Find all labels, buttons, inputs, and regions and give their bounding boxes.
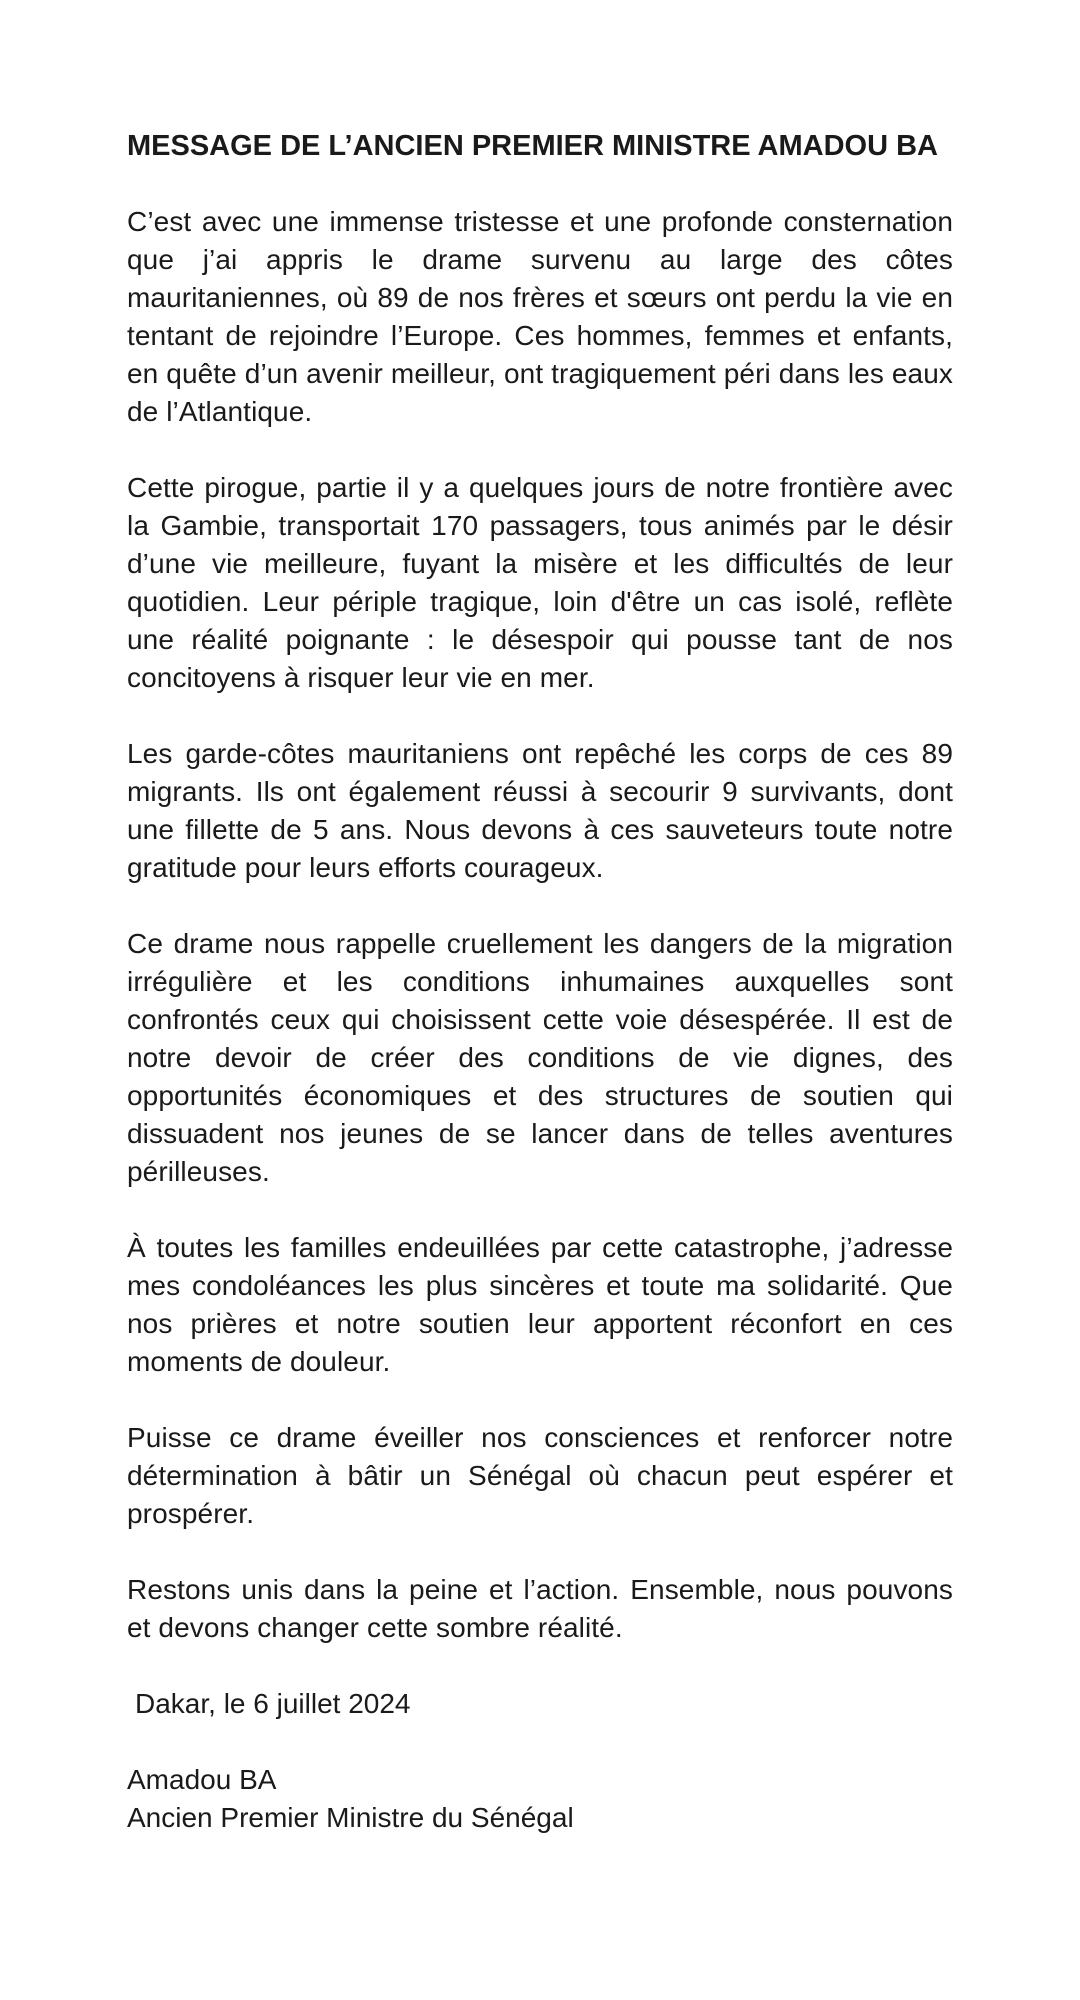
paragraph-3: Les garde-côtes mauritaniens ont repêché les corps de ces 89 migrants. Ils ont également réussi à secourir 9 survivants, dont une fillette de 5 ans. Nous devons à ces sauveteurs toute notre gratitude pour leurs efforts courageux. [127, 738, 953, 883]
signature-name: Amadou BA [127, 1764, 277, 1795]
paragraph-2: Cette pirogue, partie il y a quelques jours de notre frontière avec la Gambie, transportait 170 passagers, tous animés par le désir d’une vie meilleure, fuyant la misère et les difficultés de leur quotidien. Leur périple tragique, loin d'être un cas isolé, reflète une réalité poignante : le désespoir qui pousse tant de nos concitoyens à risquer leur vie en mer. [127, 472, 953, 693]
paragraph-6: Puisse ce drame éveiller nos consciences et renforcer notre détermination à bâtir un Sénégal où chacun peut espérer et prospérer. [127, 1422, 953, 1529]
signature-block [127, 1761, 953, 1837]
paragraph-5: À toutes les familles endeuillées par cette catastrophe, j’adresse mes condoléances les plus sincères et toute ma solidarité. Que nos prières et notre soutien leur apportent réconfort en ces moments de douleur. [127, 1232, 953, 1377]
paragraph-4: Ce drame nous rappelle cruellement les dangers de la migration irrégulière et les conditions inhumaines auxquelles sont confrontés ceux qui choisissent cette voie désespérée. Il est de notre devoir de créer des conditions de vie dignes, des opportunités économiques et des structures de soutien qui dissuadent nos jeunes de se lancer dans de telles aventures périlleuses. [127, 928, 953, 1187]
document-page [127, 127, 953, 1837]
paragraph-1: C’est avec une immense tristesse et une profonde consternation que j’ai appris le drame survenu au large des côtes mauritaniennes, où 89 de nos frères et sœurs ont perdu la vie en tentant de rejoindre l’Europe. Ces hommes, femmes et enfants, en quête d’un avenir meilleur, ont tragiquement péri dans les eaux de l’Atlantique. [127, 206, 953, 427]
signature-title: Ancien Premier Ministre du Sénégal [127, 1802, 574, 1833]
paragraph-7: Restons unis dans la peine et l’action. Ensemble, nous pouvons et devons changer cette sombre réalité. [127, 1574, 953, 1643]
document-title: MESSAGE DE L’ANCIEN PREMIER MINISTRE AMADOU BA [127, 130, 938, 162]
place-and-date: Dakar, le 6 juillet 2024 [135, 1688, 411, 1719]
